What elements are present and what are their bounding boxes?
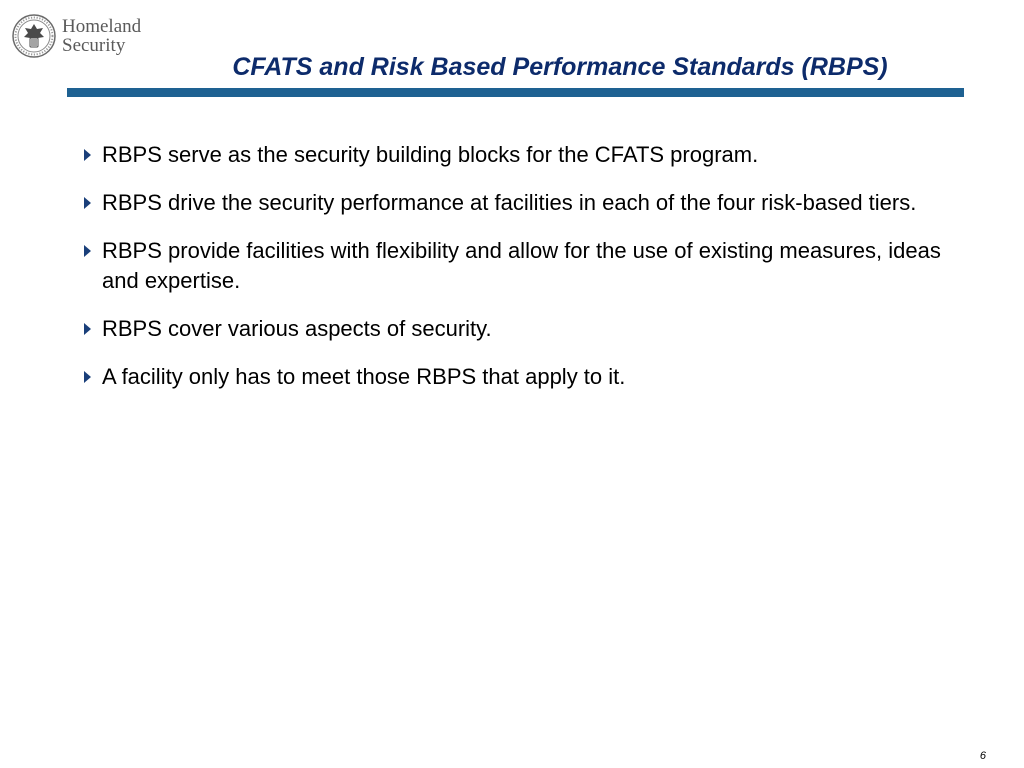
bullet-list: [84, 140, 944, 410]
triangle-right-bullet-icon: [84, 323, 91, 335]
bullet-text: RBPS serve as the security building blocks for the CFATS program.: [102, 142, 759, 167]
title-divider: [67, 88, 964, 97]
triangle-right-bullet-icon: [84, 197, 91, 209]
dhs-logo: [12, 14, 141, 58]
org-name: [62, 17, 141, 55]
dhs-seal-icon: [12, 14, 56, 58]
bullet-item: [84, 188, 944, 218]
bullet-item: [84, 314, 944, 344]
triangle-right-bullet-icon: [84, 149, 91, 161]
triangle-right-bullet-icon: [84, 371, 91, 383]
bullet-text: A facility only has to meet those RBPS that apply to it.: [102, 364, 626, 389]
bullet-text: RBPS cover various aspects of security.: [102, 316, 492, 341]
org-name-line2: Security: [62, 35, 126, 56]
bullet-text: RBPS provide facilities with flexibility and allow for the use of existing measures, ideas and expertise.: [102, 238, 941, 293]
bullet-text: RBPS drive the security performance at facilities in each of the four risk-based tiers.: [102, 190, 917, 215]
bullet-item: [84, 140, 944, 170]
slide-title: CFATS and Risk Based Performance Standards (RBPS): [232, 53, 888, 81]
bullet-item: [84, 362, 944, 392]
page-number: 6: [979, 750, 986, 762]
triangle-right-bullet-icon: [84, 245, 91, 257]
org-name-line1: Homeland: [62, 16, 142, 37]
bullet-item: [84, 236, 944, 296]
